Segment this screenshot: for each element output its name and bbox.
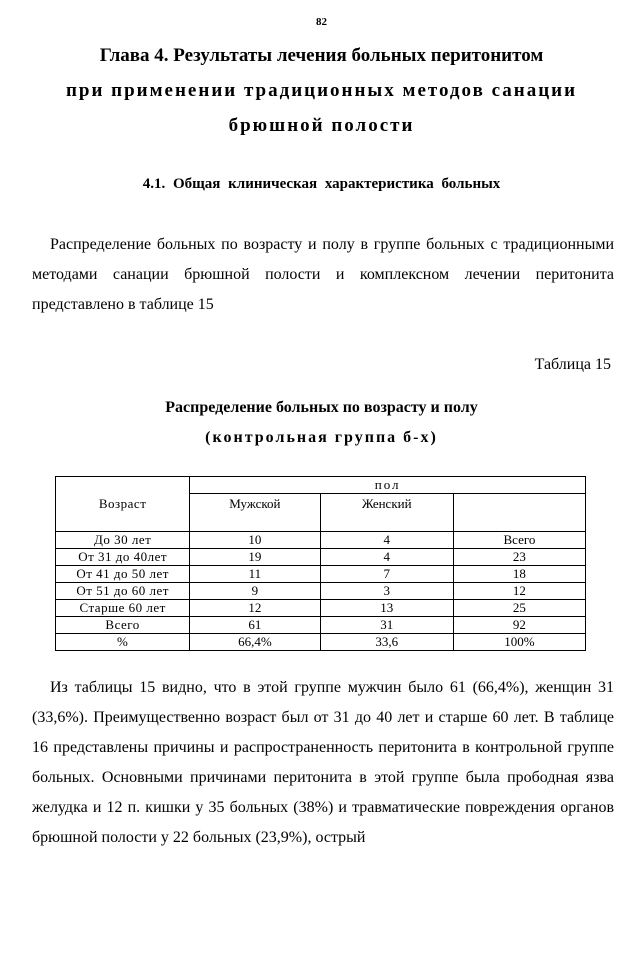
cell-age: От 31 до 40лет [56, 549, 190, 566]
results-paragraph [32, 673, 614, 853]
table-row [56, 532, 586, 549]
header-age: Возраст [56, 477, 190, 532]
cell-male: 66,4% [190, 634, 320, 651]
table-title-line1: Распределение больных по возрасту и полу [165, 399, 478, 416]
cell-female: 31 [320, 617, 453, 634]
cell-male: 11 [190, 566, 320, 583]
table-row [56, 566, 586, 583]
chapter-title-line1: Глава 4. Результаты лечения больных перитонитом [99, 45, 544, 66]
table-title-line2: (контрольная группа б-х) [205, 429, 438, 446]
header-male: Мужской [190, 494, 320, 532]
section-title: 4.1. Общая клиническая характеристика больных [142, 176, 501, 192]
cell-total: 100% [453, 634, 585, 651]
cell-male: 12 [190, 600, 320, 617]
page-number: 82 [316, 16, 327, 28]
cell-male: 9 [190, 583, 320, 600]
header-sex: пол [190, 477, 586, 494]
header-total [453, 494, 585, 532]
table-row [56, 600, 586, 617]
cell-male: 61 [190, 617, 320, 634]
cell-age: От 41 до 50 лет [56, 566, 190, 583]
cell-total: 23 [453, 549, 585, 566]
table-number: Таблица 15 [534, 356, 611, 373]
intro-paragraph [32, 230, 614, 320]
cell-total: 92 [453, 617, 585, 634]
cell-age: От 51 до 60 лет [56, 583, 190, 600]
cell-age: До 30 лет [56, 532, 190, 549]
cell-total: 25 [453, 600, 585, 617]
table-row [56, 583, 586, 600]
chapter-title-line3: брюшной полости [228, 115, 415, 136]
cell-total: 18 [453, 566, 585, 583]
table-row [56, 634, 586, 651]
cell-age: Старше 60 лет [56, 600, 190, 617]
table-row [56, 549, 586, 566]
cell-female: 4 [320, 549, 453, 566]
table-row [56, 617, 586, 634]
table-title [0, 393, 643, 453]
cell-total: 12 [453, 583, 585, 600]
chapter-title-line2: при применении традиционных методов санации [65, 80, 578, 101]
chapter-title [40, 38, 603, 143]
results-paragraph-text: Из таблицы 15 видно, что в этой группе мужчин было 61 (66,4%), женщин 31 (33,6%). Преимущественно возраст был от 31 до 40 лет и старше 60 лет. В таблице 16 представлены причины и распространенность перитонита в контрольной группе больных. Основными причинами перитонита в этой группе была прободная язва желудка и 12 п. кишки у 35 больных (38%) и травматические повреждения органов брюшной полости у 22 больных (23,9%), острый [32, 679, 614, 846]
cell-female: 3 [320, 583, 453, 600]
cell-male: 19 [190, 549, 320, 566]
cell-age: % [56, 634, 190, 651]
cell-total: Всего [453, 532, 585, 549]
cell-female: 13 [320, 600, 453, 617]
cell-male: 10 [190, 532, 320, 549]
cell-female: 33,6 [320, 634, 453, 651]
age-sex-table [55, 476, 586, 651]
intro-paragraph-text: Распределение больных по возрасту и полу в группе больных с традиционными методами санации брюшной полости и комплексном лечении перитонита представлено в таблице 15 [32, 236, 614, 313]
header-female: Женский [320, 494, 453, 532]
cell-age: Всего [56, 617, 190, 634]
cell-female: 4 [320, 532, 453, 549]
cell-female: 7 [320, 566, 453, 583]
